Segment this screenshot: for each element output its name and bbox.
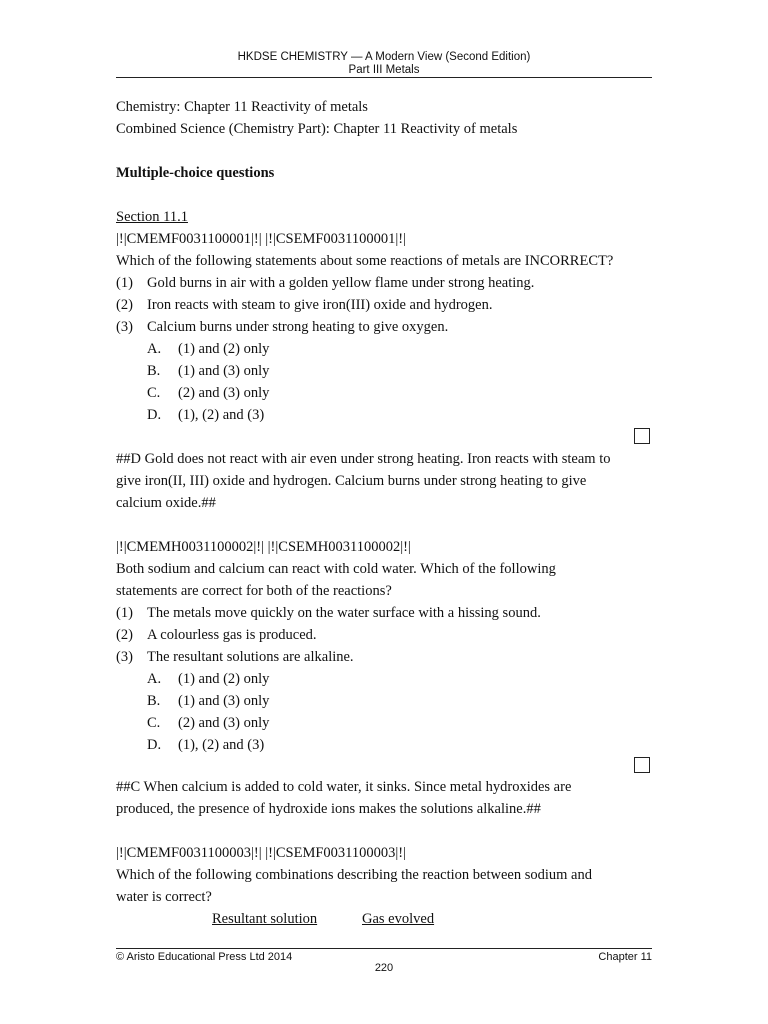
option-text: (2) and (3) only: [178, 715, 270, 731]
option-text: (1) and (3) only: [178, 363, 270, 379]
question-code: |!|CMEMH0031100002|!| |!|CSEMH0031100002|!|: [116, 539, 411, 555]
footer-rule: [116, 948, 652, 949]
answer-explanation: ##C When calcium is added to cold water, it sinks. Since metal hydroxides are: [116, 779, 572, 795]
question-stem: statements are correct for both of the reactions?: [116, 583, 392, 599]
footer-copyright: © Aristo Educational Press Ltd 2014: [116, 951, 293, 963]
question-stem: water is correct?: [116, 889, 212, 905]
statement-text: The metals move quickly on the water surface with a hissing sound.: [147, 605, 541, 621]
footer-chapter: Chapter 11: [598, 951, 652, 963]
statement-text: Iron reacts with steam to give iron(III) oxide and hydrogen.: [147, 297, 493, 313]
option-text: (2) and (3) only: [178, 385, 270, 401]
option-text: (1) and (2) only: [178, 341, 270, 357]
option-text: (1), (2) and (3): [178, 407, 265, 423]
column-header-gas-evolved: Gas evolved: [362, 911, 435, 927]
running-header-part: Part III Metals: [348, 64, 420, 76]
option-letter: B.: [147, 693, 161, 709]
statement-number: (2): [116, 627, 133, 643]
question-code: |!|CMEMF0031100003|!| |!|CSEMF0031100003|!|: [116, 845, 407, 861]
statement-number: (1): [116, 275, 133, 291]
option-letter: D.: [147, 407, 162, 423]
option-letter: C.: [147, 385, 161, 401]
statement-number: (1): [116, 605, 133, 621]
option-letter: A.: [147, 341, 162, 357]
statement-text: Gold burns in air with a golden yellow flame under strong heating.: [147, 275, 535, 291]
statement-number: (3): [116, 649, 133, 665]
answer-box[interactable]: [634, 757, 650, 773]
page-number: 220: [374, 962, 394, 974]
question-stem: Which of the following combinations describing the reaction between sodium and: [116, 867, 592, 883]
option-text: (1) and (3) only: [178, 693, 270, 709]
question-stem: Both sodium and calcium can react with cold water. Which of the following: [116, 561, 556, 577]
statement-text: The resultant solutions are alkaline.: [147, 649, 354, 665]
header-rule: [116, 77, 652, 78]
section-label: Section 11.1: [116, 209, 188, 225]
statement-text: Calcium burns under strong heating to give oxygen.: [147, 319, 449, 335]
statement-number: (3): [116, 319, 133, 335]
column-header-resultant-solution: Resultant solution: [212, 911, 318, 927]
answer-box[interactable]: [634, 428, 650, 444]
question-stem: Which of the following statements about some reactions of metals are INCORRECT?: [116, 253, 614, 269]
answer-explanation: produced, the presence of hydroxide ions makes the solutions alkaline.##: [116, 801, 541, 817]
answer-explanation: calcium oxide.##: [116, 495, 216, 511]
option-text: (1) and (2) only: [178, 671, 270, 687]
answer-explanation: give iron(II, III) oxide and hydrogen. Calcium burns under strong heating to give: [116, 473, 587, 489]
option-letter: C.: [147, 715, 161, 731]
question-code: |!|CMEMF0031100001|!| |!|CSEMF0031100001|!|: [116, 231, 407, 247]
statement-text: A colourless gas is produced.: [147, 627, 317, 643]
chapter-line-combined-science: Combined Science (Chemistry Part): Chapter 11 Reactivity of metals: [116, 121, 518, 137]
section-heading: Multiple-choice questions: [116, 165, 275, 181]
option-letter: A.: [147, 671, 162, 687]
answer-explanation: ##D Gold does not react with air even under strong heating. Iron reacts with steam to: [116, 451, 611, 467]
option-letter: D.: [147, 737, 162, 753]
chapter-line-chemistry: Chemistry: Chapter 11 Reactivity of metals: [116, 99, 368, 115]
running-header-title: HKDSE CHEMISTRY — A Modern View (Second Edition): [237, 51, 531, 63]
statement-number: (2): [116, 297, 133, 313]
option-text: (1), (2) and (3): [178, 737, 265, 753]
option-letter: B.: [147, 363, 161, 379]
